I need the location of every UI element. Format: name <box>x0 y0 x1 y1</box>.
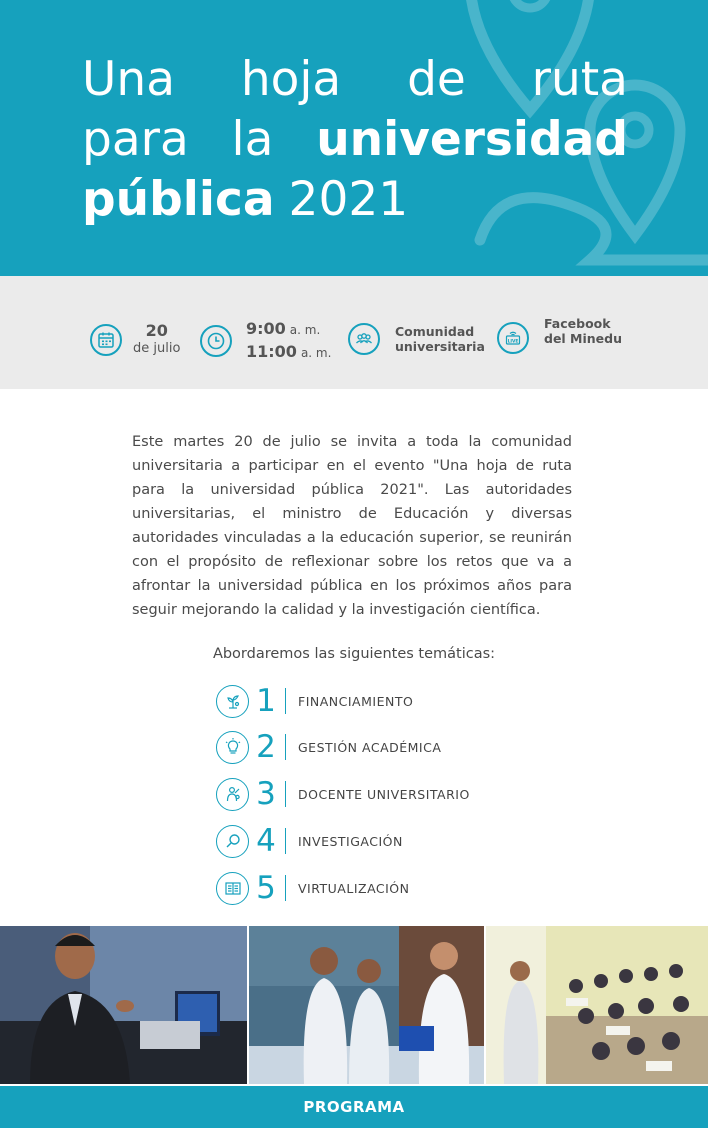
teacher-icon <box>216 778 249 811</box>
topic-number: 1 <box>256 683 276 719</box>
title-word: ruta <box>531 52 628 107</box>
lightbulb-icon <box>216 731 249 764</box>
topic-number: 5 <box>256 870 276 906</box>
time-end-ampm: a. m. <box>300 346 332 360</box>
time-end: 11:00 <box>246 342 297 361</box>
topic-number: 4 <box>256 823 276 859</box>
event-description: Este martes 20 de julio se invita a toda la comunidad universitaria a participar en el evento "Una hoja de ruta para la universidad pública 2021". Las autoridades universitarias, el ministro de Educación y diversas autoridades vinculadas a la educación superior, se reunirán con el propósito de reflexionar sobre los retos que va a afrontar la universidad pública en los próximos años para seguir mejorando la calidad y la investigación científica. <box>132 434 572 618</box>
svg-text:LIVE: LIVE <box>507 339 519 345</box>
divider <box>285 734 286 760</box>
people-icon <box>348 323 380 355</box>
topic-number: 2 <box>256 729 276 765</box>
audience-line2: universitaria <box>395 339 485 354</box>
topic-label: DOCENTE UNIVERSITARIO <box>298 786 470 802</box>
topic-item <box>216 823 403 859</box>
time-start-ampm: a. m. <box>289 323 321 337</box>
title-word-bold: universidad <box>316 112 628 167</box>
divider <box>285 781 286 807</box>
date-month: de julio <box>133 341 181 356</box>
photo-strip <box>0 926 708 1084</box>
clock-icon <box>200 325 232 357</box>
header-banner <box>0 0 708 276</box>
event-audience <box>348 323 485 355</box>
photo-classroom <box>486 926 708 1084</box>
photo-laboratory <box>249 926 484 1084</box>
book-icon <box>216 872 249 905</box>
calendar-icon <box>90 324 122 356</box>
topic-label: GESTIÓN ACADÉMICA <box>298 739 442 755</box>
topic-label: FINANCIAMIENTO <box>298 693 414 709</box>
program-button[interactable]: PROGRAMA <box>0 1086 708 1128</box>
divider <box>285 688 286 714</box>
time-start: 9:00 <box>246 319 286 338</box>
magnifier-icon <box>216 825 249 858</box>
page-title <box>82 50 628 230</box>
topic-item <box>216 776 470 812</box>
title-word-bold: pública <box>82 172 275 227</box>
event-time <box>200 318 331 364</box>
title-word: para <box>82 112 189 167</box>
topic-item <box>216 870 410 906</box>
event-date <box>90 322 180 358</box>
topic-item <box>216 729 441 765</box>
live-icon <box>497 322 529 354</box>
date-day: 20 <box>145 321 168 340</box>
title-year: 2021 <box>288 172 409 227</box>
title-word: la <box>231 112 274 167</box>
divider <box>285 875 286 901</box>
plant-icon <box>216 685 249 718</box>
title-word: de <box>407 52 466 107</box>
title-word: Una <box>82 52 175 107</box>
channel-line2: del Minedu <box>544 331 623 346</box>
topic-label: INVESTIGACIÓN <box>298 833 403 849</box>
topics-intro: Abordaremos las siguientes temáticas: <box>212 646 496 662</box>
event-channel <box>497 316 623 354</box>
channel-line1: Facebook <box>544 316 611 331</box>
event-info-bar <box>0 276 708 389</box>
divider <box>285 828 286 854</box>
audience-line1: Comunidad <box>395 324 475 339</box>
topic-label: VIRTUALIZACIÓN <box>298 880 410 896</box>
topic-item <box>216 683 413 719</box>
title-word: hoja <box>240 52 342 107</box>
photo-virtual-class <box>0 926 247 1084</box>
topic-number: 3 <box>256 776 276 812</box>
